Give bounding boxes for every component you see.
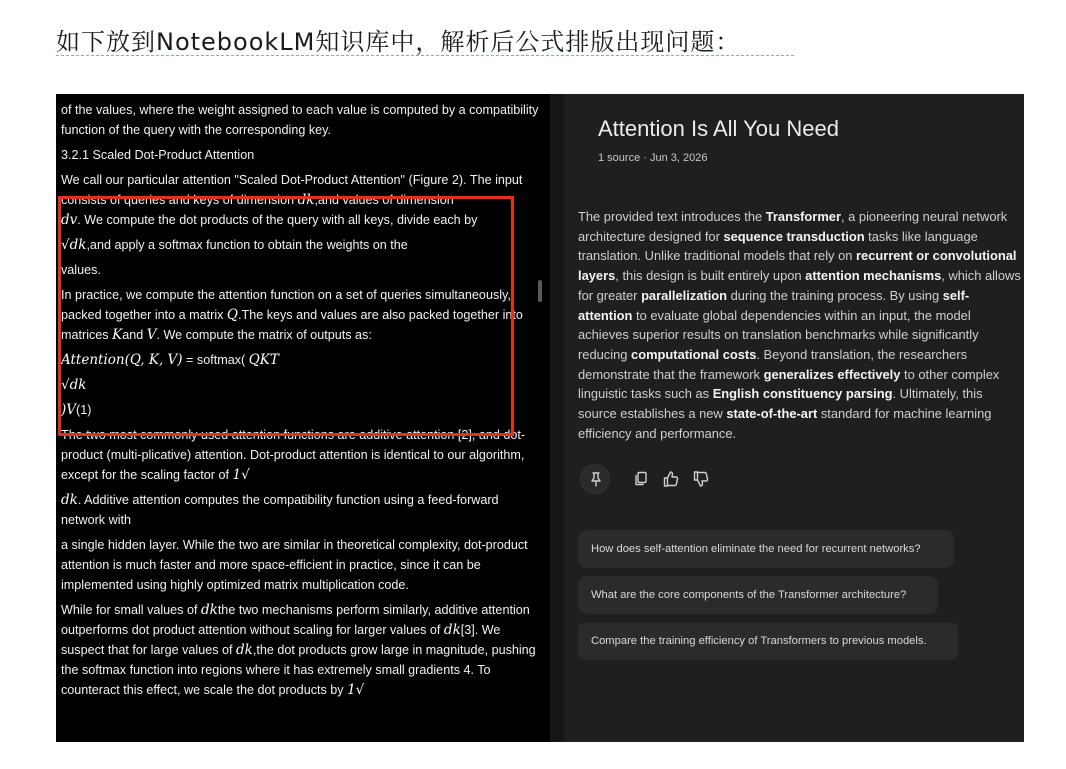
- caption-underline: [56, 55, 794, 56]
- thumbs-up-icon[interactable]: [662, 470, 680, 488]
- scrollbar-handle[interactable]: [538, 280, 542, 302]
- doc-paragraph: We call our particular attention "Scaled Dot-Product Attention" (Figure 2). The input consists of queries and keys of dimension dk,and values of dimension dv. We compute the dot products of the query with all keys, divide each by: [61, 173, 523, 228]
- pin-icon: [587, 470, 605, 488]
- equation-line: )V(1): [61, 402, 92, 418]
- notebook-panel: [564, 94, 1024, 742]
- doc-paragraph: The two most commonly used attention functions are additive attention [2], and dot-product (multi-plicative) attention. Dot-product attention is identical to our algorithm, except for the scaling factor of 1√: [61, 428, 526, 483]
- pin-button[interactable]: [580, 464, 610, 494]
- doc-paragraph: dk. Additive attention computes the compatibility function using a feed-forward network with: [61, 492, 499, 527]
- doc-paragraph: While for small values of dkthe two mechanisms perform similarly, additive attention outperforms dot product attention without scaling for larger values of dk[3]. We suspect that for large values of dk,the dot products grow large in magnitude, pushing the softmax function into regions where it has extremely small gradients 4. To counteract this effect, we scale the dot products by 1√: [61, 602, 536, 698]
- screenshot-frame: [56, 94, 1024, 742]
- source-summary: The provided text introduces the Transformer, a pioneering neural network architecture designed for sequence transduction tasks like language translation. Unlike traditional models that rely on recurrent or convolutional layers, this design is built entirely upon attention mechanisms, which allows for greater parallelization during the training process. By using self-attention to evaluate global dependencies within an input, the model achieves superior results on translation benchmarks while significantly reducing computational costs. Beyond translation, the researchers demonstrate that the framework generalizes effectively to other complex linguistic tasks such as English constituency parsing. Ultimately, this source establishes a new state-of-the-art standard for machine learning efficiency and performance.: [578, 209, 1021, 441]
- document-text: [61, 100, 541, 705]
- doc-paragraph: a single hidden layer. While the two are similar in theoretical complexity, dot-product attention is much faster and more space-efficient in practice, since it can be implemented using highly optimized matrix multiplication code.: [61, 538, 528, 592]
- thumbs-down-icon[interactable]: [692, 470, 710, 488]
- suggested-question[interactable]: Compare the training efficiency of Transformers to previous models.: [578, 622, 958, 660]
- notebook-meta: 1 source · Jun 3, 2026: [598, 152, 708, 164]
- equation-line: √dk: [61, 377, 87, 393]
- doc-paragraph: √dk,and apply a softmax function to obtain the weights on the: [61, 237, 408, 253]
- caption-text: 如下放到NotebookLM知识库中，解析后公式排版出现问题：: [56, 28, 741, 56]
- doc-paragraph: of the values, where the weight assigned to each value is computed by a compatibility function of the query with the corresponding key.: [61, 103, 539, 137]
- caption-header: [56, 22, 816, 60]
- copy-icon[interactable]: [632, 470, 650, 488]
- doc-paragraph: values.: [61, 263, 101, 277]
- notebook-title: Attention Is All You Need: [598, 116, 839, 141]
- suggested-question[interactable]: How does self-attention eliminate the need for recurrent networks?: [578, 530, 954, 568]
- source-document-panel[interactable]: [56, 94, 550, 742]
- equation-line: Attention(Q, K, V) = softmax( QKT: [61, 352, 279, 368]
- section-heading: 3.2.1 Scaled Dot-Product Attention: [61, 148, 255, 162]
- doc-paragraph: In practice, we compute the attention function on a set of queries simultaneously, packed together into a matrix Q.The keys and values are also packed together into matrices Kand V. We compute the matrix of outputs as:: [61, 288, 523, 343]
- response-actions: [580, 464, 730, 494]
- suggested-question[interactable]: What are the core components of the Transformer architecture?: [578, 576, 938, 614]
- panel-divider[interactable]: [550, 94, 564, 742]
